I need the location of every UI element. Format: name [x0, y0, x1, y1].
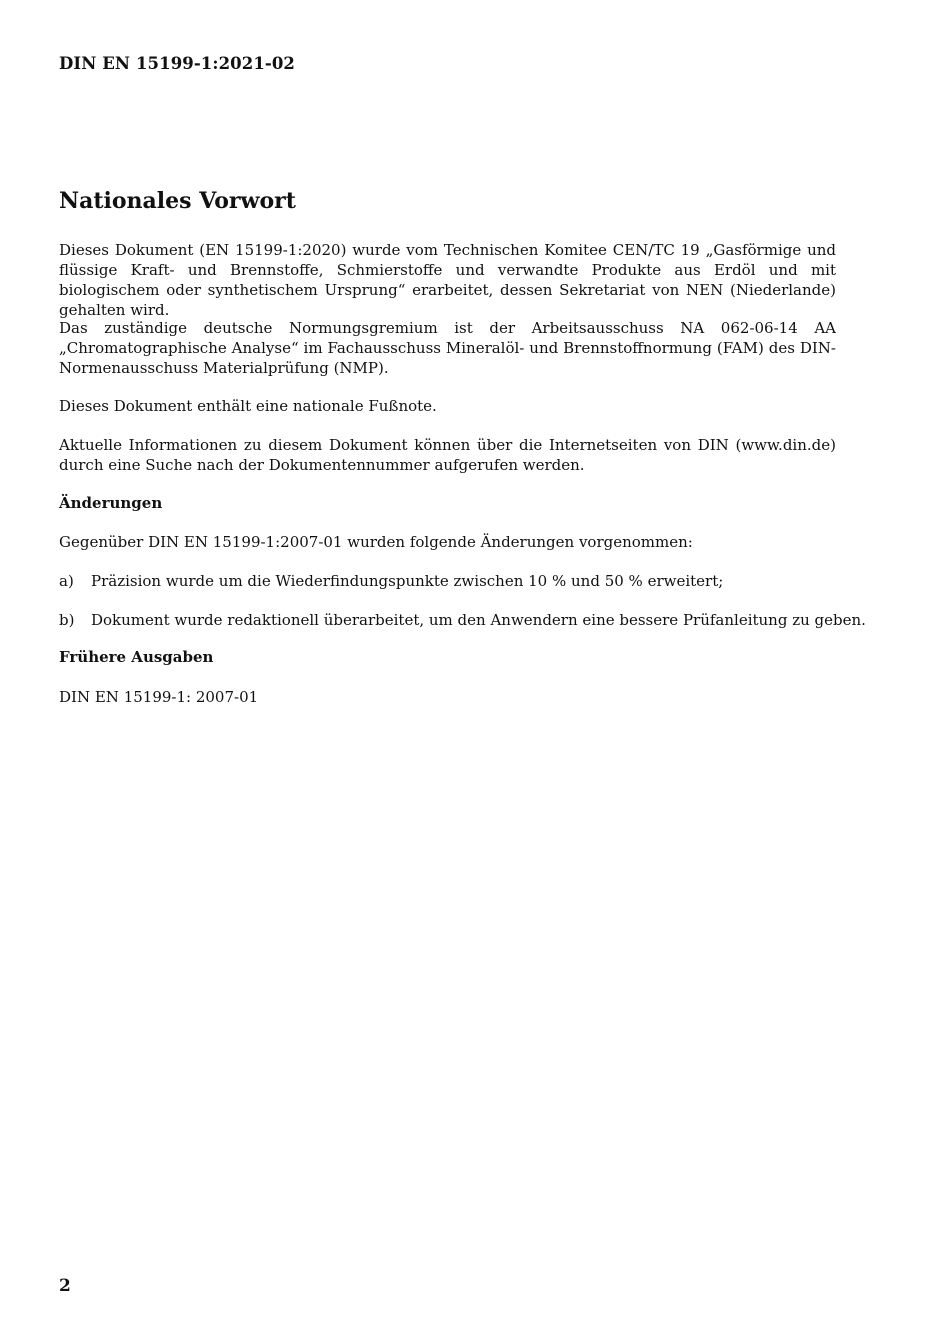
- list-item-text: Präzision wurde um die Wiederfindungspunkte zwischen 10 % und 50 % erweitert;: [91, 572, 724, 590]
- list-item-text: Dokument wurde redaktionell überarbeitet, um den Anwendern eine bessere Prüfanleitung zu geben.: [91, 611, 866, 629]
- previous-editions-heading: Frühere Ausgaben: [59, 648, 214, 666]
- changes-intro: Gegenüber DIN EN 15199-1:2007-01 wurden folgende Änderungen vorgenommen:: [59, 533, 693, 551]
- previous-editions-text: DIN EN 15199-1: 2007-01: [59, 688, 259, 706]
- page-title: Nationales Vorwort: [59, 188, 296, 214]
- changes-heading: Änderungen: [59, 494, 163, 512]
- list-marker: b): [59, 611, 75, 629]
- paragraph-footnote: Dieses Dokument enthält eine nationale Fußnote.: [59, 397, 437, 415]
- list-marker: a): [59, 572, 74, 590]
- paragraph-standards-body: Das zuständige deutsche Normungsgremium ist der Arbeitsausschuss NA 062-06-14 AA „Chromatographische Analyse“ im Fachausschuss Mineralöl- und Brennstoffnormung (FAM) des DIN-Normenausschuss Materialprüfung (NMP).: [59, 319, 836, 377]
- document-id: DIN EN 15199-1:2021-02: [59, 54, 296, 73]
- paragraph-info: Aktuelle Informationen zu diesem Dokument können über die Internetseiten von DIN (www.din.de) durch eine Suche nach der Dokumentennummer aufgerufen werden.: [59, 436, 836, 474]
- page-number: 2: [59, 1276, 71, 1296]
- paragraph-committee: Dieses Dokument (EN 15199-1:2020) wurde vom Technischen Komitee CEN/TC 19 „Gasförmige und flüssige Kraft- und Brennstoffe, Schmierstoffe und verwandte Produkte aus Erdöl und mit biologischem oder synthetischem Ursprung“ erarbeitet, dessen Sekretariat von NEN (Niederlande) gehalten wird.: [59, 241, 836, 319]
